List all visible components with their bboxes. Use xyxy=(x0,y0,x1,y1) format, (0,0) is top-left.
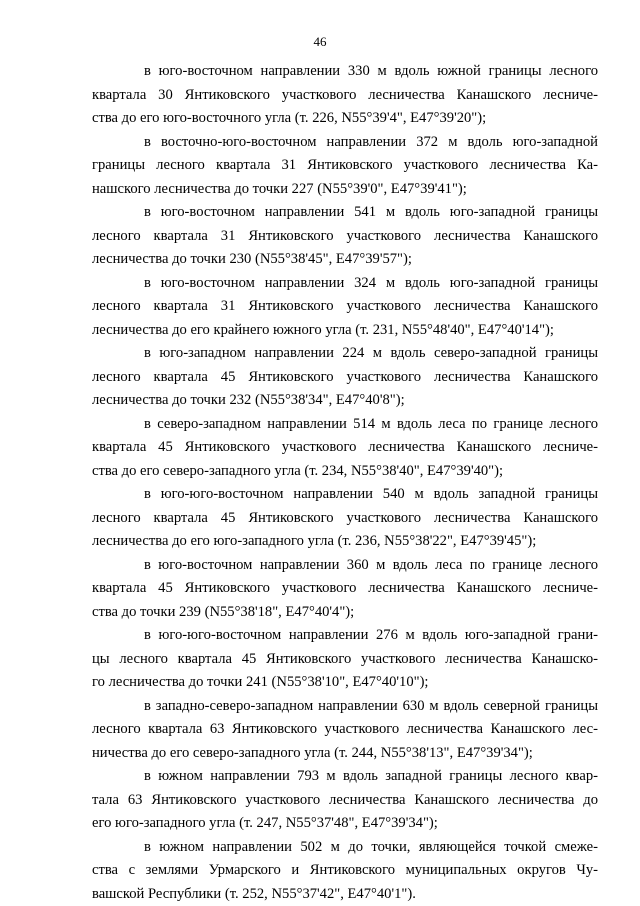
paragraph-line: в юго-восточном направлении 360 м вдоль леса по границе лесного xyxy=(92,554,598,578)
paragraph xyxy=(92,836,598,906)
paragraph-line: в юго-восточном направлении 330 м вдоль южной границы лесного xyxy=(92,60,598,84)
paragraph-line: в юго-юго-восточном направлении 540 м вдоль западной границы xyxy=(92,483,598,507)
paragraph-line: тала 63 Янтиковского участкового лесничества Канашского лесничества до xyxy=(92,789,598,813)
page-number: 46 xyxy=(0,34,640,50)
paragraph-line: лесничества до точки 232 (N55°38'34", E47°40'8"); xyxy=(92,389,598,413)
document-body xyxy=(92,60,598,906)
paragraph-line: квартала 30 Янтиковского участкового лесничества Канашского лесниче- xyxy=(92,84,598,108)
paragraph xyxy=(92,413,598,484)
paragraph xyxy=(92,201,598,272)
paragraph xyxy=(92,765,598,836)
paragraph-line: ничества до его северо-западного угла (т. 244, N55°38'13", E47°39'34"); xyxy=(92,742,598,766)
paragraph xyxy=(92,272,598,343)
paragraph-line: квартала 45 Янтиковского участкового лесничества Канашского лесниче- xyxy=(92,577,598,601)
paragraph-line: в южном направлении 793 м вдоль западной границы лесного квар- xyxy=(92,765,598,789)
paragraph-line: в западно-северо-западном направлении 630 м вдоль северной границы xyxy=(92,695,598,719)
paragraph-line: лесного квартала 31 Янтиковского участкового лесничества Канашского xyxy=(92,295,598,319)
paragraph-line: в восточно-юго-восточном направлении 372 м вдоль юго-западной xyxy=(92,131,598,155)
paragraph-line: ства до его северо-западного угла (т. 234, N55°38'40", E47°39'40"); xyxy=(92,460,598,484)
paragraph-line: вашской Республики (т. 252, N55°37'42", E47°40'1"). xyxy=(92,883,598,906)
paragraph-line: в юго-восточном направлении 324 м вдоль юго-западной границы xyxy=(92,272,598,296)
paragraph-line: лесного квартала 63 Янтиковского участкового лесничества Канашского лес- xyxy=(92,718,598,742)
paragraph-line: в южном направлении 502 м до точки, являющейся точкой смеже- xyxy=(92,836,598,860)
paragraph xyxy=(92,695,598,766)
paragraph xyxy=(92,624,598,695)
paragraph-line: лесничества до его крайнего южного угла (т. 231, N55°48'40", E47°40'14"); xyxy=(92,319,598,343)
paragraph-line: нашского лесничества до точки 227 (N55°39'0", E47°39'41"); xyxy=(92,178,598,202)
paragraph-line: лесничества до его юго-западного угла (т. 236, N55°38'22", E47°39'45"); xyxy=(92,530,598,554)
paragraph-line: в северо-западном направлении 514 м вдоль леса по границе лесного xyxy=(92,413,598,437)
paragraph-line: лесного квартала 45 Янтиковского участкового лесничества Канашского xyxy=(92,507,598,531)
paragraph-line: в юго-восточном направлении 541 м вдоль юго-западной границы xyxy=(92,201,598,225)
paragraph-line: ства с землями Урмарского и Янтиковского муниципальных округов Чу- xyxy=(92,859,598,883)
paragraph-line: цы лесного квартала 45 Янтиковского участкового лесничества Канашско- xyxy=(92,648,598,672)
paragraph-line: лесного квартала 45 Янтиковского участкового лесничества Канашского xyxy=(92,366,598,390)
paragraph-line: в юго-западном направлении 224 м вдоль северо-западной границы xyxy=(92,342,598,366)
paragraph xyxy=(92,483,598,554)
paragraph-line: его юго-западного угла (т. 247, N55°37'48", E47°39'34"); xyxy=(92,812,598,836)
paragraph xyxy=(92,60,598,131)
paragraph-line: го лесничества до точки 241 (N55°38'10", E47°40'10"); xyxy=(92,671,598,695)
paragraph-line: квартала 45 Янтиковского участкового лесничества Канашского лесниче- xyxy=(92,436,598,460)
paragraph-line: лесного квартала 31 Янтиковского участкового лесничества Канашского xyxy=(92,225,598,249)
paragraph xyxy=(92,131,598,202)
paragraph-line: ства до его юго-восточного угла (т. 226, N55°39'4", E47°39'20"); xyxy=(92,107,598,131)
paragraph-line: в юго-юго-восточном направлении 276 м вдоль юго-западной грани- xyxy=(92,624,598,648)
paragraph xyxy=(92,342,598,413)
paragraph-line: лесничества до точки 230 (N55°38'45", E47°39'57"); xyxy=(92,248,598,272)
paragraph xyxy=(92,554,598,625)
paragraph-line: ства до точки 239 (N55°38'18", E47°40'4"); xyxy=(92,601,598,625)
paragraph-line: границы лесного квартала 31 Янтиковского участкового лесничества Ка- xyxy=(92,154,598,178)
